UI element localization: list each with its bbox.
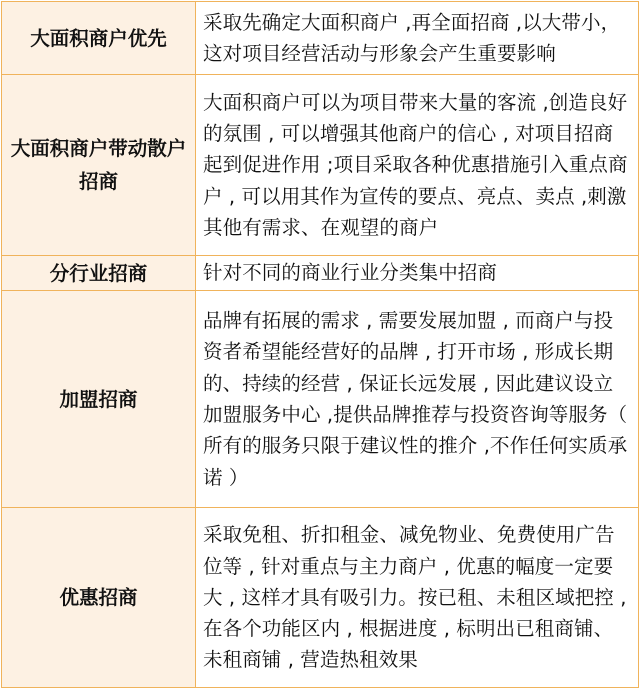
row-description-franchise: 品牌有拓展的需求 , 需要发展加盟 , 而商户与投资者希望能经营好的品牌 , 打开市场 , 形成长期的、持续的经营 , 保证长远发展 , 因此建议设立加盟服务中心 ,提供品牌推荐与投资咨询等服务（ 所有的服务只限于建议性的推介 ,不作任何实质承诺 ） xyxy=(196,291,639,508)
row-description-large-tenant-priority: 采取先确定大面积商户 ,再全面招商 ,以大带小，这对项目经营活动与形象会产生重要影响 xyxy=(196,2,639,75)
table-row xyxy=(2,508,639,688)
table-row xyxy=(2,256,639,291)
row-description-large-tenant-drive-small: 大面积商户可以为项目带来大量的客流 ,创造良好的氛围 , 可以增强其他商户的信心 , 对项目招商起到促进作用 ;项目采取各种优惠措施引入重点商户 , 可以用其作为宣传的要点、亮点、卖点 ,刺激其他有需求、在观望的商户 xyxy=(196,75,639,256)
table-row xyxy=(2,75,639,256)
row-label-large-tenant-priority: 大面积商户优先 xyxy=(2,2,196,75)
row-label-franchise: 加盟招商 xyxy=(2,291,196,508)
row-label-by-industry: 分行业招商 xyxy=(2,256,196,291)
row-label-large-tenant-drive-small: 大面积商户带动散户招商 xyxy=(2,75,196,256)
row-description-incentive: 采取免租、折扣租金、减免物业、免费使用广告位等 , 针对重点与主力商户 , 优惠的幅度一定要大 , 这样才具有吸引力。按已租、未租区域把控 , 在各个功能区内 , 根据进度 , 标明出已租商铺、未租商铺 , 营造热租效果 xyxy=(196,508,639,688)
row-description-by-industry: 针对不同的商业行业分类集中招商 xyxy=(196,256,639,291)
table-row xyxy=(2,291,639,508)
table-row xyxy=(2,2,639,75)
row-label-incentive: 优惠招商 xyxy=(2,508,196,688)
investment-strategy-table xyxy=(1,1,639,688)
